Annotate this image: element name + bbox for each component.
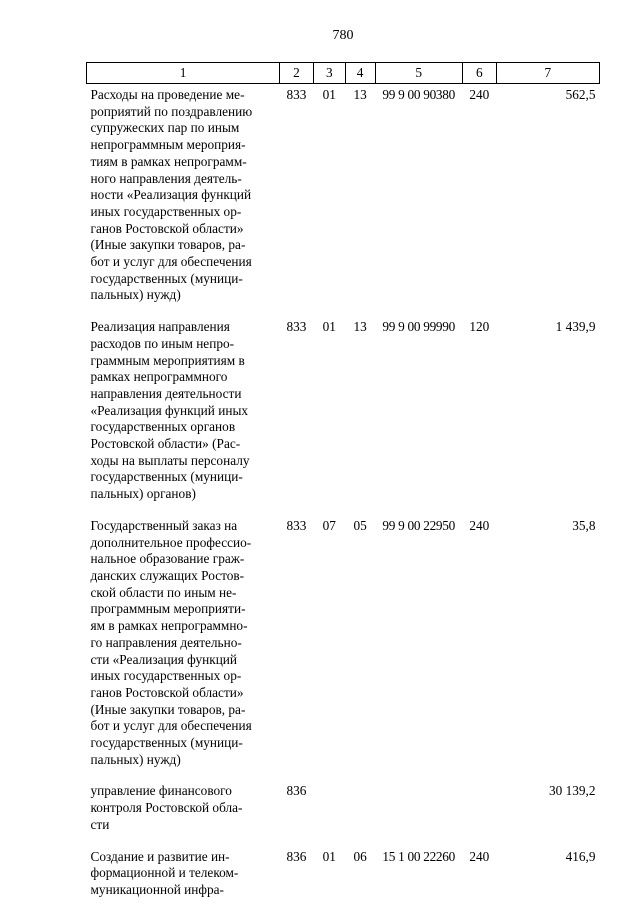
row-subsection: 06	[353, 848, 367, 864]
description-line: непрограммным мероприя-	[90, 137, 246, 153]
row-description	[87, 316, 280, 515]
table-header	[87, 63, 600, 84]
row-target-article: 15 1 00 22260	[382, 848, 455, 864]
description-line: ходы на выплаты персоналу	[90, 452, 250, 468]
header-col-2: 2	[280, 63, 314, 84]
row-amount: 1 439,9	[555, 319, 596, 335]
description-line: роприятий по поздравлению	[90, 103, 253, 119]
description-line: государственных органов	[90, 419, 236, 435]
description-line: государственных (муници-	[90, 469, 243, 485]
row-section: 01	[322, 87, 336, 102]
row-expense-type	[462, 780, 496, 845]
description-line: нальное образование граж-	[90, 551, 245, 567]
row-subsection: 13	[353, 87, 367, 102]
description-line: контроля Ростовской обла-	[90, 800, 243, 816]
description-line: тиям в рамках непрограмм-	[90, 153, 247, 169]
description-line: расходов по иным непро-	[90, 335, 235, 351]
description-line: пальных) нужд)	[90, 287, 181, 303]
description-line: иных государственных ор-	[90, 668, 242, 684]
description-line: бот и услуг для обеспечения	[90, 718, 252, 734]
row-section: 01	[322, 319, 336, 335]
description-line: сти «Реализация функций	[90, 651, 238, 667]
page-number: 780	[332, 28, 354, 43]
description-line: сти	[90, 816, 110, 832]
row-ministry-code: 836	[286, 783, 307, 799]
description-line: бот и услуг для обеспечения	[90, 254, 252, 270]
row-amount: 562,5	[565, 87, 596, 102]
description-line: го направления деятельно-	[90, 634, 242, 650]
row-target-article: 99 9 00 90380	[382, 87, 455, 102]
budget-table	[86, 62, 600, 911]
description-line: муникационной инфра-	[90, 881, 224, 897]
description-line: Государственный заказ на	[90, 517, 238, 533]
row-amount: 30 139,2	[548, 783, 596, 799]
description-line: рамках непрограммного	[90, 369, 228, 385]
description-line: ного направления деятель-	[90, 170, 242, 186]
header-col-3: 3	[313, 63, 345, 84]
description-line: «Реализация функций иных	[90, 402, 249, 418]
row-expense-type: 240	[469, 517, 490, 533]
row-ministry-code: 836	[286, 848, 307, 864]
description-line: ности «Реализация функций	[90, 187, 252, 203]
description-line: пальных) нужд)	[90, 751, 181, 767]
table-body	[87, 84, 600, 911]
row-expense-type: 240	[469, 848, 490, 864]
header-row	[87, 63, 600, 84]
description-line: направления деятельности	[90, 385, 242, 401]
description-line: данских служащих Ростов-	[90, 567, 245, 583]
description-line: ганов Ростовской области»	[90, 220, 244, 236]
row-description	[87, 84, 280, 317]
description-line: государственных (муници-	[90, 735, 243, 751]
description-line: (Иные закупки товаров, ра-	[90, 237, 246, 253]
row-section: 01	[322, 848, 336, 864]
table-row	[87, 846, 600, 911]
description-line: (Иные закупки товаров, ра-	[90, 701, 246, 717]
row-subsection: 13	[353, 319, 367, 335]
row-amount: 416,9	[565, 848, 596, 864]
table-row	[87, 84, 600, 317]
header-col-7: 7	[496, 63, 599, 84]
row-target-article: 99 9 00 99990	[382, 319, 455, 335]
row-expense-type: 120	[469, 319, 490, 335]
row-expense-type: 240	[469, 87, 490, 102]
description-line: иных государственных ор-	[90, 203, 242, 219]
description-line: ганов Ростовской области»	[90, 684, 244, 700]
description-line: ской области по иным не-	[90, 584, 237, 600]
row-description	[87, 846, 280, 911]
description-line: управление финансового	[90, 783, 232, 799]
description-line: дополнительное профессио-	[90, 534, 252, 550]
row-section	[313, 780, 345, 845]
row-ministry-code: 833	[286, 87, 307, 102]
row-subsection: 05	[353, 517, 367, 533]
description-line: пальных) органов)	[90, 486, 196, 502]
row-section: 07	[322, 517, 336, 533]
table-row	[87, 316, 600, 515]
row-ministry-code: 833	[286, 319, 307, 335]
row-ministry-code: 833	[286, 517, 307, 533]
description-line: Создание и развитие ин-	[90, 848, 230, 864]
description-line: ям в рамках непрограммно-	[90, 618, 248, 634]
header-col-4: 4	[345, 63, 375, 84]
description-line: формационной и телеком-	[90, 865, 239, 881]
table-row	[87, 780, 600, 845]
description-line: граммным мероприятиям в	[90, 352, 245, 368]
table-row	[87, 515, 600, 781]
description-line: государственных (муници-	[90, 270, 243, 286]
description-line: программным мероприяти-	[90, 601, 246, 617]
description-line: Расходы на проведение ме-	[90, 87, 245, 102]
description-line: Ростовской области» (Рас-	[90, 436, 241, 452]
row-target-article: 99 9 00 22950	[382, 517, 455, 533]
row-amount: 35,8	[572, 517, 596, 533]
header-col-5: 5	[375, 63, 462, 84]
header-col-1: 1	[87, 63, 280, 84]
description-line: супружеских пар по иным	[90, 120, 240, 136]
header-col-6: 6	[462, 63, 496, 84]
row-target-article	[375, 780, 462, 845]
row-description	[87, 515, 280, 781]
row-description	[87, 780, 280, 845]
row-subsection	[345, 780, 375, 845]
description-line: Реализация направления	[90, 319, 230, 335]
